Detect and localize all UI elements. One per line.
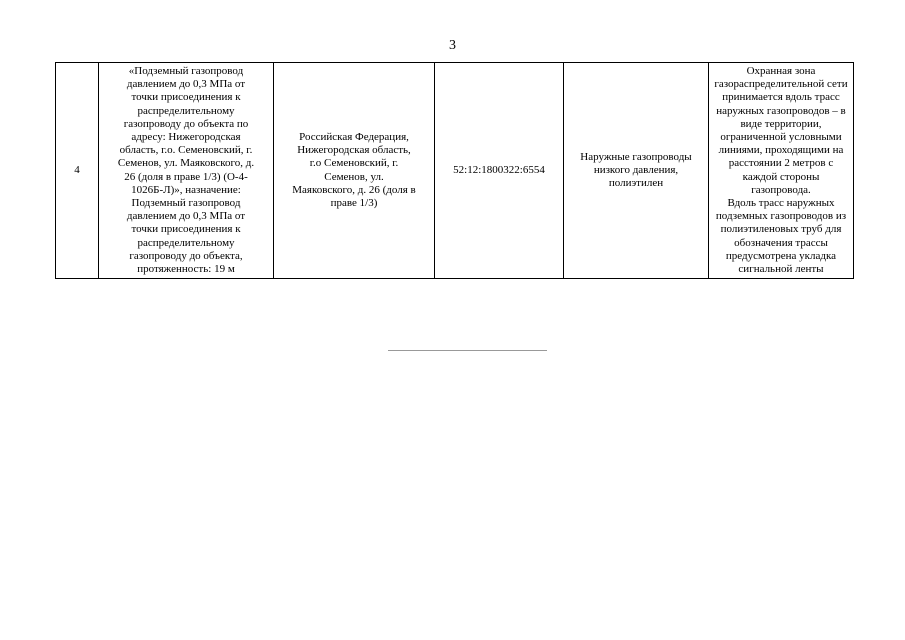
page-number: 3 <box>449 38 456 53</box>
table-row <box>56 63 854 279</box>
object-description: «Подземный газопровод давлением до 0,3 МПа от точки присоединения к распределительному газопроводу до объекта по адресу: Нижегородская область, г.о. Семеновский, г. Семенов, ул. Маяковского, д. 26 (доля в праве 1/3) (О-4- 1026Б-Л)», назначение: Подземный газопровод давлением до 0,3 МПа от точки присоединения к распределительному газопроводу до объекта, протяженность: 19 м <box>117 65 255 276</box>
address-cell <box>274 63 435 279</box>
encumbrance-table <box>55 62 854 279</box>
row-number-cell <box>56 63 99 279</box>
end-of-document-rule <box>388 350 547 351</box>
cadastral-number-cell <box>435 63 564 279</box>
protection-zone-description: Охранная зона газораспределительной сети принимается вдоль трасс наружных газопроводов – в виде территории, ограниченной условными линиями, проходящими на расстоянии 2 метров с каждой стороны газопровода. Вдоль трасс наружных подземных газопроводов из полиэтиленовых труб для обозначения трассы предусмотрена укладка сигнальной ленты <box>714 65 848 276</box>
pipeline-type: Наружные газопроводы низкого давления, полиэтилен <box>580 150 692 190</box>
object-description-cell <box>99 63 274 279</box>
protection-zone-cell <box>709 63 854 279</box>
cadastral-number: 52:12:1800322:6554 <box>453 164 545 177</box>
object-address: Российская Федерация, Нижегородская область, г.о Семеновский, г. Семенов, ул. Маяковского, д. 26 (доля в праве 1/3) <box>292 131 416 210</box>
pipeline-type-cell <box>564 63 709 279</box>
row-number: 4 <box>74 164 80 177</box>
